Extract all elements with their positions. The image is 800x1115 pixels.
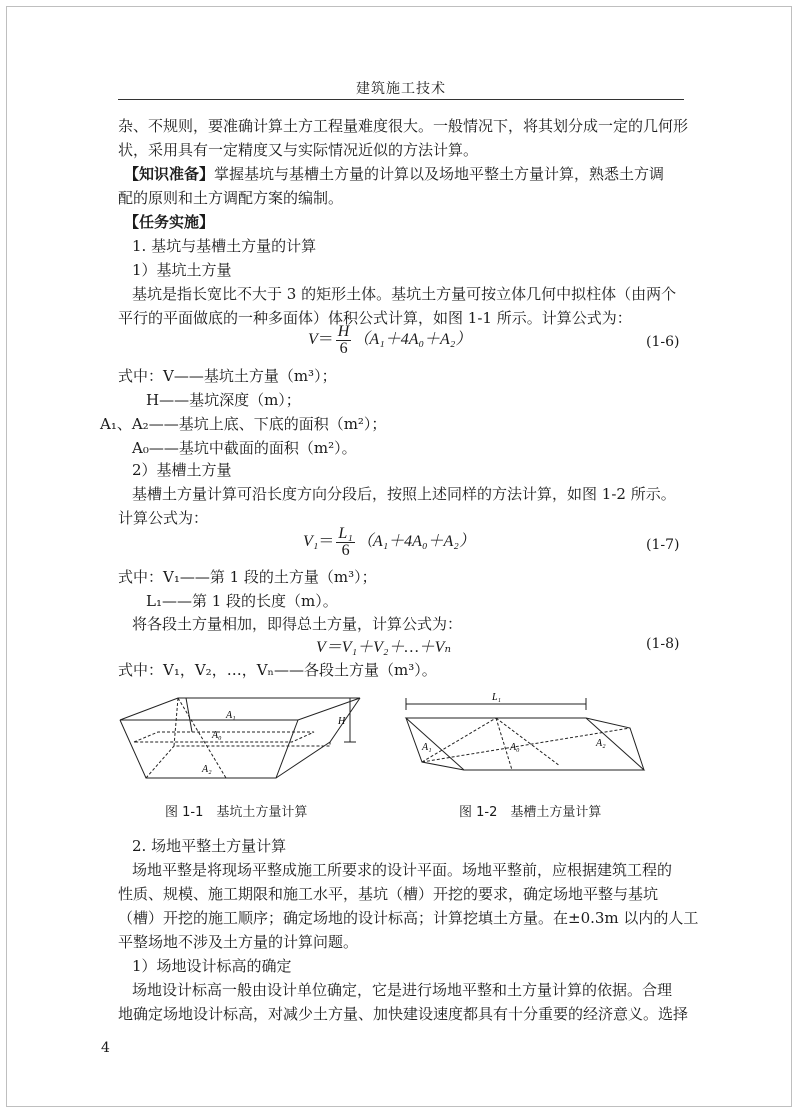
pit-mid-section <box>134 732 314 742</box>
figure-caption: 图 1-1 基坑土方量计算 <box>165 805 308 820</box>
where-line: A₀——基坑中截面的面积（m²）。 <box>132 439 357 457</box>
trench-mid-section <box>496 718 560 766</box>
subsection-heading: 1）场地设计标高的确定 <box>132 957 292 975</box>
running-header: 建筑施工技术 <box>356 81 446 97</box>
header-rule <box>118 99 684 100</box>
where-line: 式中：V——基坑土方量（m³）； <box>118 367 337 385</box>
eq-numerator: H <box>337 323 350 340</box>
equation-1-6: V＝ $\frac{H}{6}$ （A₁＋4A₀＋A₂） <box>308 323 472 357</box>
label-l1: L₁ <box>492 692 502 703</box>
eq-rhs: （A₁＋4A₀＋A₂） <box>353 331 472 349</box>
paragraph-line: 地确定场地设计标高，对减少土方量、加快建设速度都具有十分重要的经济意义。选择 <box>118 1005 689 1023</box>
eq-numerator: L₁ <box>338 525 353 542</box>
paragraph-line: 场地设计标高一般由设计单位确定，它是进行场地平整和土方量计算的依据。合理 <box>132 981 673 999</box>
figure-pit-diagram <box>116 690 366 790</box>
equation-number: (1-8) <box>646 636 680 652</box>
where-line: H——基坑深度（m）； <box>146 391 301 409</box>
subsection-heading: 1）基坑土方量 <box>132 261 232 279</box>
paragraph-line: 平行的平面做底的一种多面体）体积公式计算，如图 1-1 所示。计算公式为： <box>118 309 632 327</box>
where-line: L₁——第 1 段的长度（m）。 <box>146 592 338 610</box>
figure-trench-diagram <box>400 688 650 788</box>
equation-1-8: V＝V₁＋V₂＋…＋Vₙ <box>316 639 451 656</box>
where-line: A₁、A₂——基坑上底、下底的面积（m²）； <box>100 415 387 433</box>
eq-fraction <box>336 324 352 357</box>
equation-number: (1-7) <box>646 537 680 553</box>
eq-lhs: V₁ <box>303 533 319 551</box>
paragraph-line: 性质、规模、施工期限和施工水平，基坑（槽）开挖的要求，确定场地平整与基坑 <box>118 885 659 903</box>
equation-1-7: V₁＝ $\frac{\text{L₁}}{6}$ （A₁＋4A₀＋A₂） <box>303 525 475 559</box>
eq-lhs: V <box>308 331 318 349</box>
page-number: 4 <box>101 1040 110 1056</box>
label-a1: A₁ <box>226 710 236 721</box>
eq-rhs: （A₁＋4A₀＋A₂） <box>356 533 475 551</box>
label-a1: A₁ <box>422 742 432 753</box>
pit-side-edges <box>276 698 360 778</box>
pit-top-face <box>120 698 360 720</box>
paragraph-line: 杂、不规则，要准确计算土方工程量难度很大。一般情况下，将其划分成一定的几何形 <box>118 117 689 135</box>
where-line: 式中：V₁——第 1 段的土方量（m³）； <box>118 568 377 586</box>
equation-number: (1-6) <box>646 334 680 350</box>
paragraph-text: 掌握基坑与基槽土方量的计算以及场地平整土方量计算，熟悉土方调 <box>214 165 665 183</box>
label-a0: A₀ <box>510 742 520 753</box>
label-a0: A₀ <box>212 730 222 741</box>
eq-denominator: 6 <box>341 542 350 559</box>
paragraph-line: （槽）开挖的施工顺序；确定场地的设计标高；计算挖填土方量。在±0.3m 以内的人工 <box>118 909 699 927</box>
eq-fraction <box>336 526 354 559</box>
where-line: 式中：V₁，V₂，…，Vₙ——各段土方量（m³）。 <box>118 661 437 679</box>
paragraph-line <box>124 164 664 184</box>
section-heading: 1. 基坑与基槽土方量的计算 <box>132 237 317 255</box>
section-heading: 2. 场地平整土方量计算 <box>132 837 287 855</box>
paragraph-line: 平整场地不涉及土方量的计算问题。 <box>118 933 359 951</box>
label-a2: A₂ <box>202 764 212 775</box>
trench-hidden-edge <box>422 718 496 762</box>
section-tag: 【任务实施】 <box>124 213 215 231</box>
paragraph-line: 配的原则和土方调配方案的编制。 <box>118 189 344 207</box>
trench-outline <box>406 718 644 770</box>
paragraph-line: 状，采用具有一定精度又与实际情况近似的方法计算。 <box>118 141 479 159</box>
paragraph-line: 场地平整是将现场平整成施工所要求的设计平面。场地平整前，应根据建筑工程的 <box>132 861 673 879</box>
subsection-heading: 2）基槽土方量 <box>132 461 232 479</box>
pit-inner-edge <box>186 698 192 732</box>
paragraph-line: 计算公式为： <box>118 509 209 527</box>
section-tag: 【知识准备】 <box>124 165 215 183</box>
paragraph-line: 基坑是指长宽比不大于 3 的矩形土体。基坑土方量可按立体几何中拟柱体（由两个 <box>132 285 677 303</box>
figure-caption: 图 1-2 基槽土方量计算 <box>459 805 602 820</box>
label-a2: A₂ <box>596 738 606 749</box>
pit-hidden-edge <box>174 698 178 746</box>
label-h: H <box>338 716 346 727</box>
paragraph-line: 将各段土方量相加，即得总土方量，计算公式为： <box>132 615 463 633</box>
paragraph-line: 基槽土方量计算可沿长度方向分段后，按照上述同样的方法计算，如图 1-2 所示。 <box>132 485 676 503</box>
eq-denominator: 6 <box>339 340 348 357</box>
